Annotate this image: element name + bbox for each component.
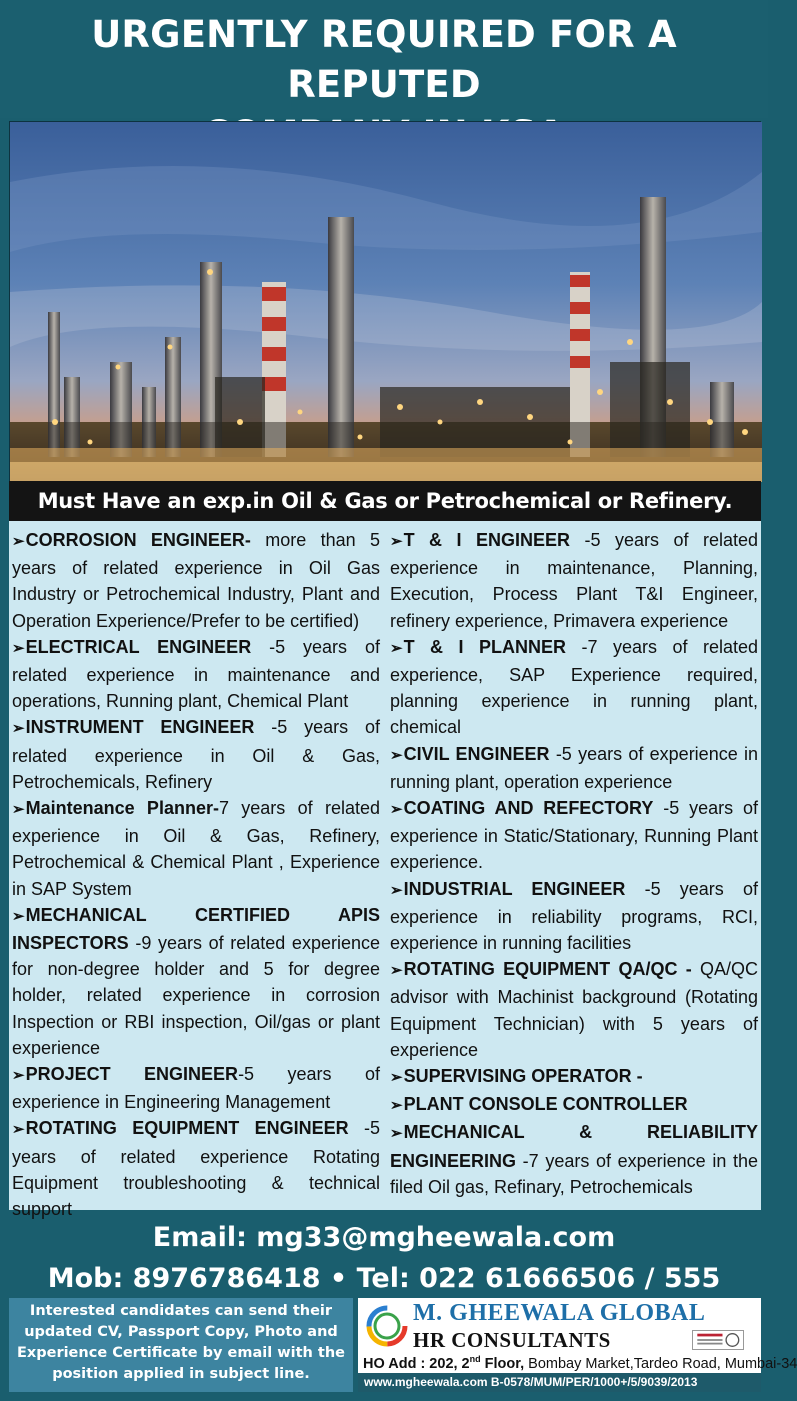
job-listings: [9, 521, 761, 1220]
job-description: QA/QC advisor with Machinist background (Rotating Equipment Technician) with 5 years of experience: [390, 959, 758, 1060]
job-title: INDUSTRIAL ENGINEER: [403, 878, 626, 899]
job-listing: [12, 714, 380, 795]
job-title: MECHANICAL & RELIABILITY ENGINEERING: [390, 1122, 758, 1171]
contact-block: [0, 1215, 768, 1295]
job-description: -7 years of related experience, SAP Experience required, planning experience in running plant, chemical: [390, 636, 758, 738]
job-listing: [390, 741, 758, 795]
job-description: -9 years of related experience for non-degree holder and 5 for degree holder, related experience in corrosion Inspection or RBI inspection, Oil/gas or plant experience: [12, 933, 380, 1058]
firm-logo-icon: [364, 1303, 410, 1349]
headline: [0, 0, 768, 118]
bullet-arrow-icon: ➢: [12, 720, 25, 738]
job-listing: [12, 902, 380, 1061]
bullet-arrow-icon: ➢: [390, 881, 403, 899]
job-description: -5 years of experience in reliability programs, RCI, experience in running facilities: [390, 878, 758, 954]
job-title: T & I PLANNER: [403, 636, 567, 657]
bullet-arrow-icon: ➢: [390, 639, 403, 657]
job-listing: [390, 634, 758, 741]
bullet-arrow-icon: ➢: [12, 1067, 25, 1085]
job-title: MECHANICAL CERTIFIED APIS INSPECTORS: [12, 904, 380, 954]
job-listing: [12, 527, 380, 634]
job-title: INSTRUMENT ENGINEER: [25, 717, 255, 738]
firm-address: HO Add : 202, 2nd Floor, Bombay Market,Tardeo Road, Mumbai-34: [363, 1354, 797, 1372]
job-description: -5 years of related experience in maintenance and operations, Running plant, Chemical Plant: [12, 636, 380, 712]
job-listing: [12, 795, 380, 902]
bullet-arrow-icon: ➢: [390, 746, 403, 764]
job-description: -5 years of related experience Rotating Equipment troubleshooting & technical support: [12, 1118, 381, 1220]
job-title: PROJECT ENGINEER: [25, 1064, 239, 1085]
bullet-arrow-icon: ➢: [12, 801, 25, 819]
job-column-right: [390, 527, 758, 1210]
job-listing: [390, 1091, 758, 1119]
job-title: Maintenance Planner-: [25, 798, 219, 819]
firm-website-line: www.mgheewala.com B-0578/MUM/PER/1000+/5/9039/2013: [358, 1373, 761, 1392]
job-description: -5 years of experience in running plant, operation experience: [390, 743, 758, 792]
job-description: -5 years of related experience in maintenance, Planning, Execution, Process Plant T&I Engineer, refinery experience, Primavera experience: [390, 530, 759, 631]
job-description: -7 years of experience in the filed Oil gas, Refinary, Petrochemicals: [390, 1150, 758, 1197]
requirement-banner: Must Have an exp.in Oil & Gas or Petrochemical or Refinery.: [9, 481, 761, 521]
job-title: ROTATING EQUIPMENT ENGINEER: [25, 1118, 349, 1139]
job-title: PLANT CONSOLE CONTROLLER: [403, 1094, 688, 1115]
firm-subtitle: HR CONSULTANTS: [413, 1328, 611, 1352]
job-listing: [390, 956, 758, 1063]
headline-line-1: URGENTLY REQUIRED FOR A REPUTED: [91, 13, 677, 106]
job-description: -5 years of experience in Static/Stationary, Running Plant experience.: [390, 798, 758, 873]
bullet-arrow-icon: ➢: [390, 1125, 403, 1143]
firm-card: [358, 1298, 797, 1392]
job-description: -5 years of experience in Engineering Management: [12, 1064, 380, 1113]
job-title: CORROSION ENGINEER-: [25, 530, 251, 550]
job-listing: [12, 1061, 380, 1115]
contact-phones: Mob: 8976786418 • Tel: 022 61666506 / 555: [47, 1263, 721, 1294]
bullet-arrow-icon: ➢: [390, 801, 403, 819]
application-note: Interested candidates can send their updated CV, Passport Copy, Photo and Experience Certificate by email with the position applied in subject line.: [9, 1298, 353, 1392]
bullet-arrow-icon: ➢: [12, 907, 25, 925]
job-listing: [390, 1063, 758, 1091]
bullet-arrow-icon: ➢: [390, 533, 403, 550]
job-listing: [390, 795, 758, 876]
bullet-arrow-icon: ➢: [390, 1069, 403, 1087]
job-title: SUPERVISING OPERATOR -: [403, 1066, 643, 1087]
job-title: ELECTRICAL ENGINEER: [25, 636, 252, 657]
firm-name: M. GHEEWALA GLOBAL: [413, 1300, 706, 1326]
job-description: -5 years of related experience in Oil & Gas, Petrochemicals, Refinery: [12, 717, 380, 792]
job-listing: [390, 876, 758, 957]
bullet-arrow-icon: ➢: [12, 1121, 25, 1139]
refinery-photo: [9, 121, 761, 481]
bullet-arrow-icon: ➢: [12, 533, 25, 550]
job-listing: [390, 1119, 758, 1200]
job-title: ROTATING EQUIPMENT QA/QC -: [403, 959, 692, 980]
job-column-left: [12, 527, 381, 1220]
bullet-arrow-icon: ➢: [390, 1097, 403, 1115]
job-listing: [390, 527, 758, 634]
job-listing: [12, 1115, 380, 1222]
job-description: more than 5 years of related experience in Oil Gas Industry or Petrochemical Industry, Plant and Operation Experience/Prefer to be certified): [12, 530, 380, 631]
contact-email: Email: mg33@mgheewala.com: [152, 1222, 616, 1253]
job-title: COATING AND REFECTORY: [403, 798, 654, 819]
bullet-arrow-icon: ➢: [390, 962, 403, 980]
job-title: CIVIL ENGINEER: [403, 743, 550, 764]
bullet-arrow-icon: ➢: [12, 639, 25, 657]
job-title: T & I ENGINEER: [403, 530, 571, 550]
job-description: 7 years of related experience in Oil & Gas, Refinery, Petrochemical & Chemical Plant , Experience in SAP System: [12, 798, 381, 899]
certification-badge-icon: [692, 1330, 744, 1350]
job-listing: [12, 634, 380, 715]
